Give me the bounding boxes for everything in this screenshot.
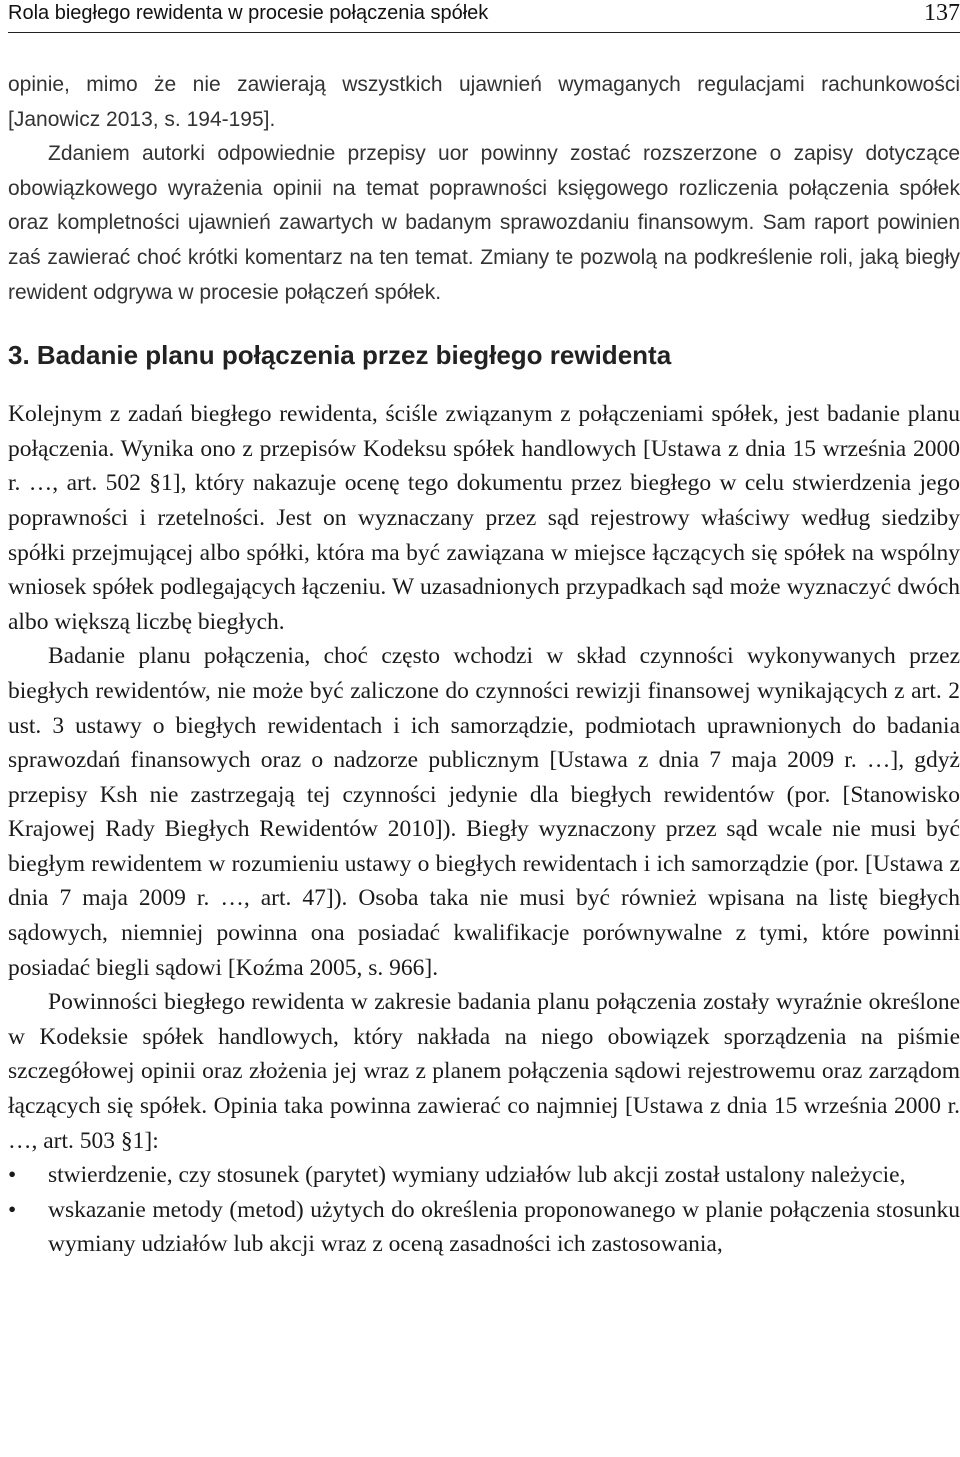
page-body (8, 68, 960, 1262)
running-header (8, 0, 960, 33)
list-item (8, 1193, 960, 1262)
bullet-list (8, 1158, 960, 1262)
list-item-text: wskazanie metody (metod) użytych do określenia proponowanego w planie połączenia stosunku wymiany udziałów lub akcji wraz z oceną zasadności ich zastosowania, (48, 1196, 960, 1258)
bullet-icon: • (8, 1196, 17, 1223)
bullet-icon: • (8, 1162, 17, 1189)
paragraph: Badanie planu połączenia, choć często wchodzi w skład czynności wykonywanych przez biegłych rewidentów, nie może być zaliczone do czynności rewizji finansowej wynikających z art. 2 ust. 3 ustawy o biegłych rewidentach i ich samorządzie, podmiotach uprawnionych do badania sprawozdań finansowych oraz o nadzorze publicznym [Ustawa z dnia 7 maja 2009 r. …], gdyż przepisy Ksh nie zastrzegają tej czynności jedynie dla biegłych rewidentów (por. [Stanowisko Krajowej Rady Biegłych Rewidentów 2010]). Biegły wyznaczony przez sąd wcale nie musi być biegłym rewidentem w rozumieniu ustawy o biegłych rewidentach i ich samorządzie (por. [Ustawa z dnia 7 maja 2009 r. …, art. 47]). Osoba taka nie musi być również wpisana na listę biegłych sądowych, niemniej powinna ona posiadać kwalifikacje porównywalne z tymi, które powinni posiadać biegli sądowi [Koźma 2005, s. 966]. (8, 643, 960, 981)
running-title: Rola biegłego rewidenta w procesie połączenia spółek (8, 2, 489, 24)
paragraph: opinie, mimo że nie zawierają wszystkich ujawnień wymaganych regulacjami rachunkowości [Janowicz 2013, s. 194-195]. (8, 73, 960, 131)
section-heading: 3. Badanie planu połączenia przez biegłego rewidenta (8, 340, 672, 371)
paragraph: Zdaniem autorki odpowiednie przepisy uor powinny zostać rozszerzone o zapisy dotyczące obowiązkowego wyrażenia opinii na temat poprawności księgowego rozliczenia połączenia spółek oraz kompletności ujawnień zawartych w badanym sprawozdaniu finansowym. Sam raport powinien zaś zawierać choć krótki komentarz na ten temat. Zmiany te pozwolą na podkreślenie roli, jaką biegły rewident odgrywa w procesie połączeń spółek. (8, 142, 960, 304)
page-number: 137 (924, 0, 960, 26)
paragraph: Powinności biegłego rewidenta w zakresie badania planu połączenia zostały wyraźnie określone w Kodeksie spółek handlowych, który nakłada na niego obowiązek sporządzenia na piśmie szczegółowej opinii oraz złożenia jej wraz z planem połączenia sądowi rejestrowemu oraz zarządom łączących się spółek. Opinia taka powinna zawierać co najmniej [Ustawa z dnia 15 września 2000 r. …, art. 503 §1]: (8, 989, 960, 1154)
paragraph: Kolejnym z zadań biegłego rewidenta, ściśle związanym z połączeniami spółek, jest badanie planu połączenia. Wynika ono z przepisów Kodeksu spółek handlowych [Ustawa z dnia 15 września 2000 r. …, art. 502 §1], który nakazuje ocenę tego dokumentu przez biegłego w celu stwierdzenia jego poprawności i rzetelności. Jest on wyznaczany przez sąd rejestrowy właściwy według siedziby spółki przejmującej albo spółki, która ma być zawiązana w miejsce łączących się spółek na wspólny wniosek spółek podlegających łączeniu. W uzasadnionych przypadkach sąd może wyznaczyć dwóch albo większą liczbę biegłych. (8, 401, 960, 635)
list-item-text: stwierdzenie, czy stosunek (parytet) wymiany udziałów lub akcji został ustalony należycie, (48, 1162, 906, 1189)
list-item (8, 1158, 960, 1193)
